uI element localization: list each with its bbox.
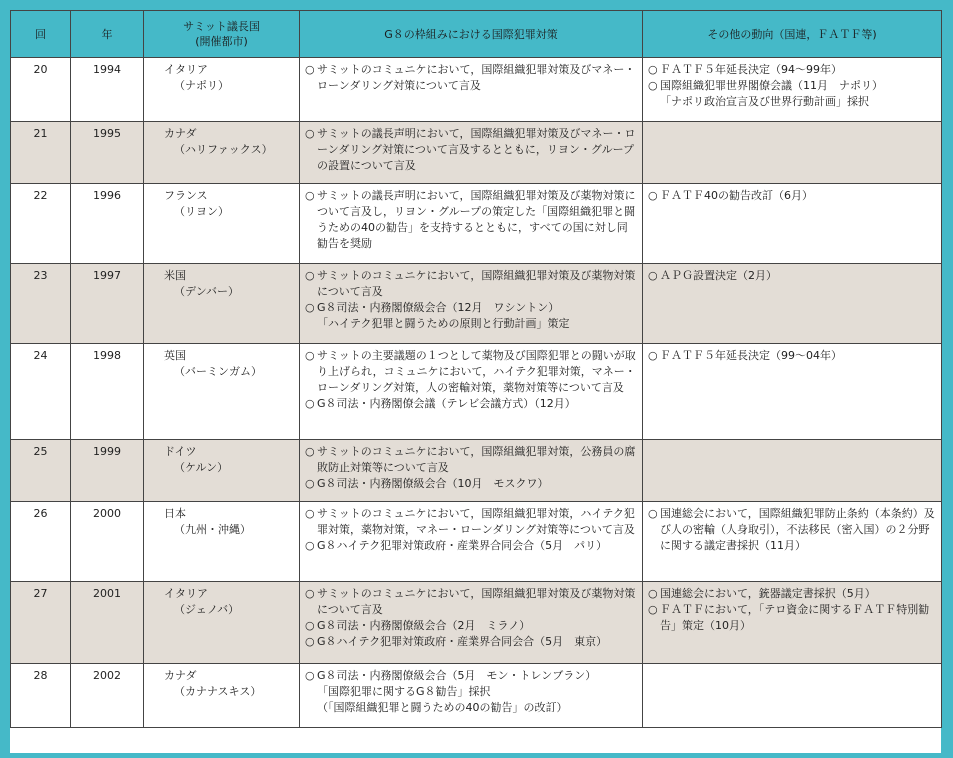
cell-year: 2002 (71, 664, 144, 728)
summit-city: （バーミンガム） (174, 365, 262, 378)
table-row (11, 58, 942, 122)
list-item (648, 348, 936, 364)
table-row (11, 582, 942, 664)
item-text: ＦＡＴＦ５年延長決定（99～04年） (660, 349, 842, 362)
item-subtext: 「ハイテク犯罪と闘うための原則と行動計画」策定 (317, 317, 570, 330)
cell-g8-measures (300, 122, 643, 184)
item-text: サミットの議長声明において，国際組織犯罪対策及びマネー・ローンダリング対策について言及するとともに，リヨン・グループの設置について言及 (317, 127, 636, 172)
cell-year: 1995 (71, 122, 144, 184)
item-text: G８ハイテク犯罪対策政府・産業界合同会合（5月 パリ） (317, 539, 608, 552)
list-item (305, 396, 637, 412)
cell-other-trends-list (648, 188, 936, 204)
list-item (648, 506, 936, 554)
list-item (305, 506, 637, 538)
cell-other-trends (643, 264, 942, 344)
cell-g8-measures (300, 440, 643, 502)
cell-g8-measures (300, 58, 643, 122)
list-item (305, 126, 637, 174)
summit-country: カナダ (164, 669, 197, 682)
cell-kai: 26 (11, 502, 71, 582)
summit-country: イタリア (164, 63, 208, 76)
cell-other-trends (643, 440, 942, 502)
header-year: 年 (71, 11, 144, 58)
header-kai: 回 (11, 11, 71, 58)
cell-year: 1994 (71, 58, 144, 122)
cell-g8-measures-list (305, 668, 637, 716)
cell-kai: 25 (11, 440, 71, 502)
summit-city: （九州・沖縄） (174, 523, 251, 536)
cell-year: 1998 (71, 344, 144, 440)
cell-summit-country (144, 122, 300, 184)
summit-country: ドイツ (164, 445, 197, 458)
list-item (305, 668, 637, 716)
cell-other-trends (643, 664, 942, 728)
item-text: サミットの主要議題の１つとして薬物及び国際犯罪との闘いが取り上げられ，コミュニケにおいて，ハイテク犯罪対策，マネー・ローンダリング対策，人の密輸対策，薬物対策等について言及 (317, 349, 636, 394)
header-other-trends: その他の動向（国連，ＦＡＴＦ等) (643, 11, 942, 58)
item-text: サミットの議長声明において，国際組織犯罪対策及び薬物対策について言及し，リヨン・グループの策定した「国際組織犯罪と闘うための40の勧告」を支持するとともに，すべての国に対し同勧告を奨励 (317, 189, 636, 250)
list-item (305, 348, 637, 396)
item-text: 国際組織犯罪世界閣僚会議（11月 ナポリ） (660, 79, 883, 92)
table-row (11, 184, 942, 264)
list-item (305, 634, 637, 650)
summit-country: 英国 (164, 349, 186, 362)
item-subtext: 「国際犯罪に関するG８勧告」採択 (317, 685, 491, 698)
summit-country: カナダ (164, 127, 197, 140)
cell-summit-country (144, 344, 300, 440)
summit-table-frame (10, 10, 941, 753)
cell-g8-measures (300, 582, 643, 664)
cell-summit-country (144, 58, 300, 122)
cell-g8-measures (300, 184, 643, 264)
cell-g8-measures (300, 264, 643, 344)
cell-summit-country (144, 264, 300, 344)
item-text: G８司法・内務閣僚級会合（10月 モスクワ） (317, 477, 549, 490)
cell-other-trends (643, 582, 942, 664)
item-text: G８ハイテク犯罪対策政府・産業界合同会合（5月 東京） (317, 635, 608, 648)
list-item (305, 268, 637, 300)
list-item (648, 586, 936, 602)
cell-year: 1999 (71, 440, 144, 502)
summit-country: イタリア (164, 587, 208, 600)
item-text: サミットのコミュニケにおいて，国際組織犯罪対策，ハイテク犯罪対策，薬物対策，マネー・ローンダリング対策等について言及 (317, 507, 635, 536)
cell-other-trends (643, 184, 942, 264)
cell-kai: 24 (11, 344, 71, 440)
item-text: ＡＰＧ設置決定（2月） (660, 269, 777, 282)
item-text: ＦＡＴＦ５年延長決定（94～99年） (660, 63, 842, 76)
list-item (648, 188, 936, 204)
summit-city: （カナナスキス） (174, 685, 262, 698)
list-item (648, 268, 936, 284)
table-row (11, 344, 942, 440)
cell-year: 1997 (71, 264, 144, 344)
summit-city: （ジェノバ） (174, 603, 240, 616)
cell-other-trends-list (648, 268, 936, 284)
item-text: ＦＡＴＦにおいて，「テロ資金に関するＦＡＴＦ特別勧告」策定（10月） (660, 603, 930, 632)
summit-country: フランス (164, 189, 208, 202)
list-item (305, 618, 637, 634)
cell-other-trends-list (648, 586, 936, 634)
cell-g8-measures-list (305, 506, 637, 554)
cell-g8-measures (300, 344, 643, 440)
item-text: G８司法・内務閣僚級会合（5月 モン・トレンブラン） (317, 669, 597, 682)
item-text: サミットのコミュニケにおいて，国際組織犯罪対策及び薬物対策について言及 (317, 587, 636, 616)
cell-g8-measures (300, 664, 643, 728)
item-subtext: 「ナポリ政治宣言及び世界行動計画」採択 (660, 95, 869, 108)
cell-other-trends (643, 344, 942, 440)
item-text: G８司法・内務閣僚級会合（2月 ミラノ） (317, 619, 531, 632)
header-summit-country-line1: サミット議長国 (183, 20, 260, 33)
cell-other-trends-list (648, 348, 936, 364)
cell-g8-measures-list (305, 444, 637, 492)
cell-g8-measures-list (305, 126, 637, 174)
cell-g8-measures-list (305, 62, 637, 94)
item-text: サミットのコミュニケにおいて，国際組織犯罪対策及び薬物対策について言及 (317, 269, 636, 298)
cell-kai: 20 (11, 58, 71, 122)
summit-country: 米国 (164, 269, 186, 282)
list-item (305, 300, 637, 332)
cell-summit-country (144, 184, 300, 264)
header-g8-measures: G８の枠組みにおける国際犯罪対策 (300, 11, 643, 58)
summit-city: （リヨン） (174, 205, 229, 218)
cell-kai: 28 (11, 664, 71, 728)
list-item (305, 444, 637, 476)
header-row (11, 11, 942, 58)
summit-city: （デンバー） (174, 285, 240, 298)
cell-g8-measures-list (305, 586, 637, 650)
header-summit-country (144, 11, 300, 58)
list-item (305, 538, 637, 554)
list-item (648, 78, 936, 110)
table-row (11, 664, 942, 728)
item-text: サミットのコミュニケにおいて，国際組織犯罪対策及びマネー・ローンダリング対策について言及 (317, 63, 636, 92)
cell-g8-measures-list (305, 268, 637, 332)
cell-other-trends-list (648, 506, 936, 554)
summit-city: （ハリファックス） (174, 143, 273, 156)
table-row (11, 264, 942, 344)
item-subtext: （「国際組織犯罪と闘うための40の勧告」の改訂） (317, 701, 568, 714)
list-item (648, 602, 936, 634)
list-item (648, 62, 936, 78)
item-text: 国連総会において，国際組織犯罪防止条約（本条約）及び人の密輸（人身取引），不法移民（密入国）の２分野に関する議定書採択（11月） (660, 507, 935, 552)
cell-summit-country (144, 582, 300, 664)
cell-year: 2000 (71, 502, 144, 582)
list-item (305, 62, 637, 94)
cell-other-trends-list (648, 62, 936, 110)
cell-kai: 21 (11, 122, 71, 184)
list-item (305, 476, 637, 492)
cell-kai: 23 (11, 264, 71, 344)
cell-summit-country (144, 664, 300, 728)
cell-g8-measures-list (305, 348, 637, 412)
item-text: サミットのコミュニケにおいて，国際組織犯罪対策，公務員の腐敗防止対策等について言及 (317, 445, 636, 474)
item-text: G８司法・内務閣僚会議（テレビ会議方式）（12月） (317, 397, 576, 410)
item-text: G８司法・内務閣僚級会合（12月 ワシントン） (317, 301, 560, 314)
list-item (305, 188, 637, 252)
cell-year: 2001 (71, 582, 144, 664)
cell-summit-country (144, 502, 300, 582)
summit-city: （ナポリ） (174, 79, 229, 92)
summit-country: 日本 (164, 507, 186, 520)
table-body (11, 58, 942, 728)
cell-summit-country (144, 440, 300, 502)
cell-g8-measures-list (305, 188, 637, 252)
g8-summit-crime-table (10, 10, 942, 728)
header-summit-country-line2: (開催都市) (195, 35, 248, 48)
cell-other-trends (643, 58, 942, 122)
table-row (11, 440, 942, 502)
cell-g8-measures (300, 502, 643, 582)
cell-other-trends (643, 122, 942, 184)
cell-year: 1996 (71, 184, 144, 264)
item-text: 国連総会において，銃器議定書採択（5月） (660, 587, 876, 600)
cell-kai: 22 (11, 184, 71, 264)
list-item (305, 586, 637, 618)
summit-city: （ケルン） (174, 461, 229, 474)
table-row (11, 122, 942, 184)
cell-other-trends (643, 502, 942, 582)
item-text: ＦＡＴＦ40の勧告改訂（6月） (660, 189, 813, 202)
cell-kai: 27 (11, 582, 71, 664)
table-row (11, 502, 942, 582)
